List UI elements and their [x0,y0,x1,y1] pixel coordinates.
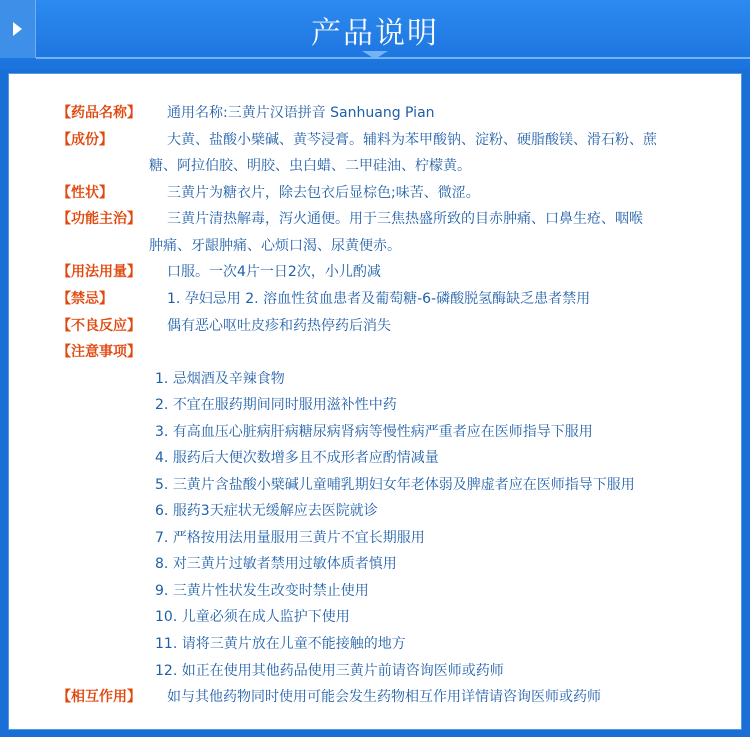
label-properties: 【性状】 [57,185,113,201]
value-ingredients-cont: 糖、阿拉伯胶、明胶、虫白蜡、二甲硅油、柠檬黄。 [149,158,471,174]
row-name [57,102,435,126]
header-bar [0,0,750,70]
caution-text: 对三黄片过敏者禁用过敏体质者慎用 [172,556,397,572]
caution-item [155,606,350,628]
value-usage: 口服。一次4片一日2次，小儿酌减 [167,264,381,280]
page-title: 产品说明 [311,16,439,51]
caution-text: 不宜在服药期间同时服用滋补性中药 [172,397,397,413]
caution-item [155,394,397,416]
caution-text: 儿童必须在成人监护下使用 [181,609,350,625]
caution-item [155,368,285,390]
label-function: 【功能主治】 [57,211,141,227]
value-function: 三黄片清热解毒，泻火通便。用于三焦热盛所致的目赤肿痛、口鼻生疮、咽喉 [167,211,643,227]
caution-text: 如正在使用其他药品使用三黄片前请咨询医师或药师 [181,663,504,679]
caution-item [155,421,593,443]
value-adverse: 偶有恶心呕吐皮疹和药热停药后消失 [167,318,391,334]
caution-num: 2. [155,397,169,413]
caution-item [155,660,504,682]
caution-text: 服药3天症状无缓解应去医院就诊 [172,503,378,519]
caution-item [155,580,369,602]
row-contra [57,288,590,312]
row-interaction [57,686,601,710]
label-adverse: 【不良反应】 [57,318,141,334]
caution-num: 5. [155,477,169,493]
label-name: 【药品名称】 [57,105,141,121]
caution-item [155,447,439,469]
caution-num: 6. [155,503,169,519]
label-usage: 【用法用量】 [57,264,141,280]
value-interaction: 如与其他药物同时使用可能会发生药物相互作用详情请咨询医师或药师 [167,689,601,705]
header-divider [36,57,750,59]
caution-text: 三黄片含盐酸小檗碱儿童哺乳期妇女年老体弱及脾虚者应在医师指导下服用 [172,477,635,493]
caution-text: 忌烟酒及辛辣食物 [172,371,285,387]
label-cautions: 【注意事项】 [57,344,141,360]
value-contra: 1. 孕妇忌用 2. 溶血性贫血患者及葡萄糖-6-磷酸脱氢酶缺乏患者禁用 [167,291,591,307]
row-function [57,208,643,232]
caution-num: 3. [155,424,169,440]
label-contra: 【禁忌】 [57,291,113,307]
title-notch-decoration [362,51,388,59]
caution-item [155,500,378,522]
value-ingredients: 大黄、盐酸小檗碱、黄芩浸膏。辅料为苯甲酸钠、淀粉、硬脂酸镁、滑石粉、蔗 [167,132,657,148]
caution-num: 12. [155,663,178,679]
caution-num: 11. [155,636,178,652]
row-usage [57,261,381,285]
caution-num: 1. [155,371,169,387]
caution-num: 9. [155,583,169,599]
caution-text: 有高血压心脏病肝病糖尿病肾病等慢性病严重者应在医师指导下服用 [172,424,593,440]
caution-num: 7. [155,530,169,546]
value-name: 通用名称:三黄片汉语拼音 Sanhuang Pian [167,105,435,121]
product-info-panel [8,73,742,730]
caution-num: 4. [155,450,169,466]
row-ingredients [57,129,657,153]
row-properties [57,182,480,206]
caution-num: 10. [155,609,178,625]
caution-item [155,553,397,575]
caution-item [155,633,406,655]
caution-text: 服药后大便次数增多且不成形者应酌情减量 [172,450,439,466]
caution-num: 8. [155,556,169,572]
row-cautions [57,341,141,365]
row-adverse [57,315,391,339]
caution-text: 三黄片性状发生改变时禁止使用 [172,583,369,599]
value-properties: 三黄片为糖衣片，除去包衣后显棕色;味苦、微涩。 [167,185,480,201]
caution-text: 严格按用法用量服用三黄片不宜长期服用 [172,530,425,546]
caution-text: 请将三黄片放在儿童不能接触的地方 [181,636,406,652]
caution-item [155,474,635,496]
label-ingredients: 【成份】 [57,132,113,148]
label-interaction: 【相互作用】 [57,689,141,705]
caution-item [155,527,425,549]
value-function-cont: 肿痛、牙龈肿痛、心烦口渴、尿黄便赤。 [149,238,401,254]
